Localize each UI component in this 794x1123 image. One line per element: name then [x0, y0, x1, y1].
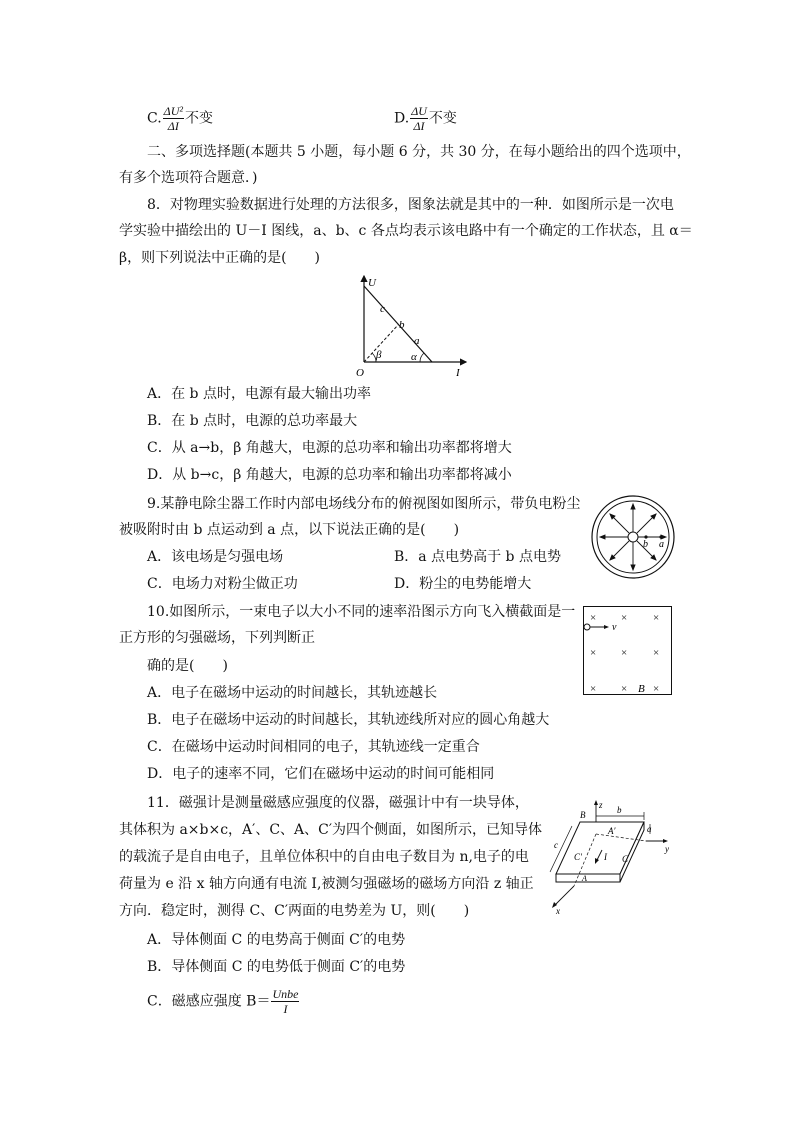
q7-option-c — [147, 104, 213, 133]
q11-conductor-diagram — [546, 798, 674, 916]
q7-d-den: ΔI — [413, 119, 425, 133]
q11-face-c-prime: C′ — [574, 852, 582, 862]
q8-line3: β，则下列说法中正确的是( ) — [119, 250, 321, 266]
q7-d-suffix: 不变 — [428, 110, 457, 127]
q10-option-a: A．电子在磁场中运动的时间越长，其轨迹越长 — [147, 685, 438, 701]
q7-c-den: ΔI — [167, 119, 179, 133]
q8-option-d: D．从 b→c，β 角越大，电源的总功率和输出功率都将减小 — [147, 467, 512, 483]
q9-field-diagram — [588, 492, 678, 582]
q10-cross: × — [653, 683, 660, 695]
q10-cross: × — [590, 647, 597, 659]
q7-c-prefix: C. — [147, 110, 162, 127]
q7-d-num: ΔU — [411, 104, 427, 118]
q8-option-a: A．在 b 点时，电源有最大输出功率 — [147, 386, 371, 402]
q7-c-fraction — [163, 104, 184, 133]
q11-c-prefix: C．磁感应强度 B＝ — [147, 993, 271, 1010]
q9-option-c: C．电场力对粉尘做正功 — [147, 576, 298, 592]
q11-option-c — [147, 987, 300, 1016]
q9-label-b: b — [643, 539, 648, 550]
q8-option-b: B．在 b 点时，电源的总功率最大 — [147, 413, 358, 429]
q8-line2: 学实验中描绘出的 U－I 图线，a、b、c 各点均表示该电路中有一个确定的工作状态，且 α＝ — [119, 223, 693, 239]
q8-origin-label: O — [356, 367, 364, 379]
q11-slab-front — [556, 874, 620, 882]
q11-c-fraction — [271, 987, 299, 1016]
q11-label-y: y — [665, 844, 669, 854]
q10-cross: × — [621, 612, 628, 624]
q7-d-fraction — [410, 104, 428, 133]
q10-electron — [584, 624, 590, 630]
q10-label-b: B — [638, 683, 645, 695]
q11-c-num: Unbe — [272, 987, 299, 1001]
q10-option-b: B．电子在磁场中运动的时间越长，其轨迹线所对应的圆心角越大 — [147, 712, 550, 728]
q10-cross: × — [590, 683, 597, 695]
q8-point-b: b — [399, 319, 405, 331]
q8-angle-alpha: α — [411, 351, 417, 363]
q9-center-electrode — [628, 532, 638, 542]
section2-line1: 二、多项选择题(本题共 5 小题，每小题 6 分，共 30 分，在每小题给出的四个选项中， — [147, 144, 691, 160]
q8-point-c: c — [380, 303, 385, 315]
q9-option-a: A．该电场是匀强电场 — [147, 549, 284, 565]
q10-label-v: v — [612, 622, 617, 633]
q10-cross: × — [590, 612, 597, 624]
q11-face-c: C — [622, 854, 629, 864]
q10-option-d: D．电子的速率不同，它们在磁场中运动的时间可能相同 — [147, 766, 495, 782]
q11-option-b: B．导体侧面 C 的电势低于侧面 C′的电势 — [147, 959, 406, 975]
q10-line1: 10.如图所示，一束电子以大小不同的速率沿图示方向飞入横截面是一 — [147, 604, 576, 620]
q10-cross: × — [653, 647, 660, 659]
q10-line2: 正方形的匀强磁场，下列判断正 — [119, 630, 315, 646]
q9-line2: 被吸附时由 b 点运动到 a 点，以下说法正确的是( ) — [119, 522, 460, 538]
q10-magnetic-field-diagram — [583, 606, 673, 696]
q8-line1: 8．对物理实验数据进行处理的方法很多，图象法就是其中的一种．如图所示是一次电 — [147, 197, 674, 213]
q11-face-b: B — [580, 810, 586, 820]
q8-alpha-arc — [420, 353, 424, 362]
q11-label-x: x — [556, 906, 560, 916]
q8-point-a: a — [414, 335, 420, 347]
q10-line3: 确的是( ) — [147, 658, 228, 674]
q11-line5: 方向．稳定时，测得 C、C′两面的电势差为 U，则( ) — [119, 903, 470, 919]
q9-line1: 9.某静电除尘器工作时内部电场线分布的俯视图如图所示，带负电粉尘 — [147, 496, 581, 512]
q11-label-b: b — [617, 805, 622, 815]
q11-face-a: A — [582, 874, 587, 883]
section2-line2: 有多个选项符合题意．) — [119, 170, 258, 186]
q8-ui-graph — [348, 270, 488, 382]
q11-label-c: c — [554, 840, 558, 850]
q10-cross: × — [621, 647, 628, 659]
q11-slab-top — [556, 822, 644, 874]
q10-cross: × — [653, 612, 660, 624]
q8-axis-u-label: U — [368, 277, 376, 289]
q11-line1: 11．磁强计是测量磁感应强度的仪器，磁强计中有一块导体， — [147, 795, 529, 811]
q9-option-b: B．a 点电势高于 b 点电势 — [394, 549, 561, 565]
q11-line2: 其体积为 a×b×c，A′、C、A、C′为四个侧面，如图所示，已知导体 — [119, 822, 543, 838]
q10-cross: × — [621, 683, 628, 695]
q11-label-z-top: z — [599, 800, 603, 810]
q7-c-suffix: 不变 — [184, 110, 213, 127]
q9-option-d: D．粉尘的电势能增大 — [394, 576, 532, 592]
q11-label-a: a — [647, 824, 652, 834]
q8-angle-beta: β — [376, 349, 382, 361]
q7-option-d — [394, 104, 457, 133]
q11-line3: 的载流子是自由电子，且单位体积中的自由电子数目为 n,电子的电 — [119, 849, 529, 865]
q11-line4: 荷量为 e 沿 x 轴方向通有电流 I,被测匀强磁场的磁场方向沿 z 轴正 — [119, 876, 534, 892]
q7-d-prefix: D. — [394, 110, 410, 127]
q11-c-den: I — [283, 1002, 288, 1016]
q11-option-a: A．导体侧面 C 的电势高于侧面 C′的电势 — [147, 932, 406, 948]
q10-option-c: C．在磁场中运动时间相同的电子，其轨迹线一定重合 — [147, 739, 480, 755]
q8-axis-i-label: I — [456, 367, 460, 379]
q11-face-a-prime: A′ — [608, 826, 616, 836]
q7-c-num: ΔU² — [163, 104, 183, 118]
q8-option-c: C．从 a→b，β 角越大，电源的总功率和输出功率都将增大 — [147, 440, 512, 456]
q9-label-a: a — [659, 539, 664, 550]
q11-current-label: I — [604, 852, 607, 862]
